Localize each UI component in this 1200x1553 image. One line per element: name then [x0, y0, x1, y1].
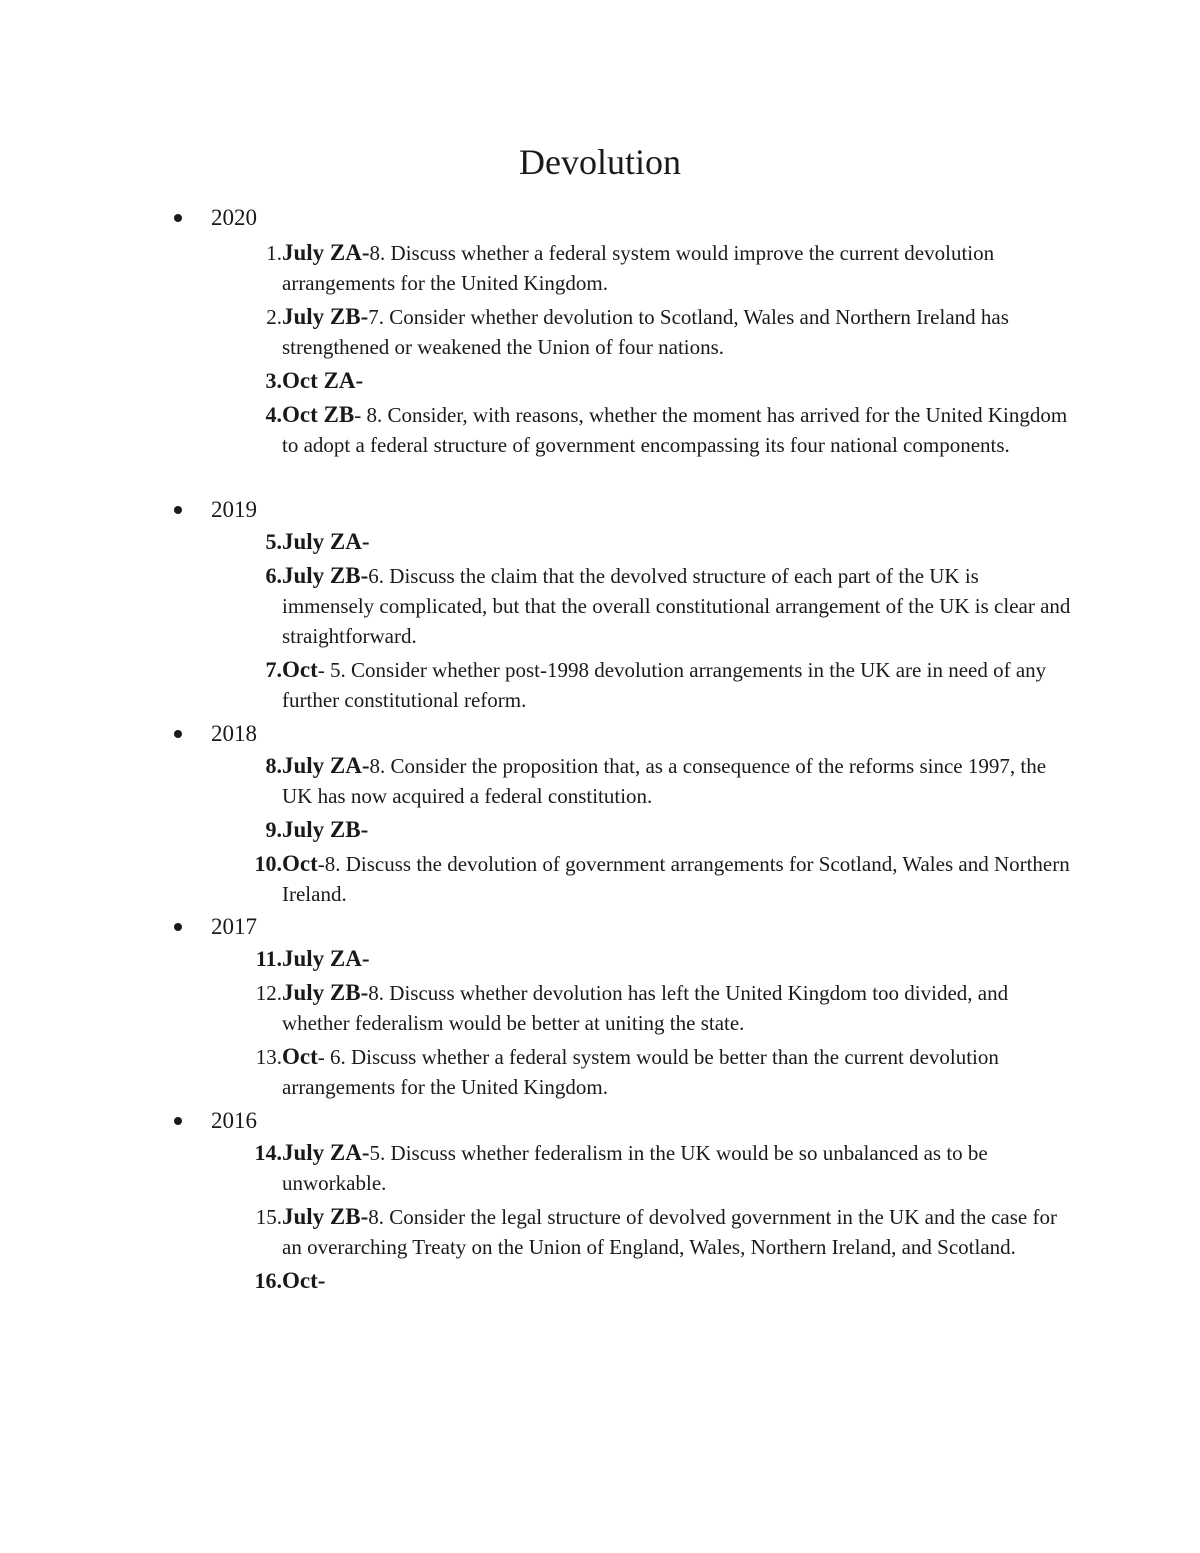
question-number: 16. — [254, 1268, 282, 1293]
question-item — [174, 751, 1074, 811]
question-item — [174, 815, 1074, 845]
question-code: July ZB- — [282, 304, 369, 329]
question-text: -8. Discuss the devolution of government arrangements for Scotland, Wales and Northern Ireland. — [282, 852, 1070, 906]
bullet-icon — [174, 506, 182, 514]
question-text: - 8. Consider, with reasons, whether the moment has arrived for the United Kingdom to adopt a federal structure of government encompassing its four national components. — [282, 403, 1068, 457]
question-number: 7. — [265, 657, 282, 682]
question-item — [174, 1042, 1074, 1102]
question-number: 6. — [265, 563, 282, 588]
question-number: 10. — [254, 851, 282, 876]
question-code: July ZA- — [282, 1140, 370, 1165]
question-code: July ZA- — [282, 946, 370, 971]
question-item — [174, 561, 1074, 651]
question-code: Oct ZB — [282, 402, 355, 427]
question-code: Oct — [282, 1044, 318, 1069]
question-number: 2. — [266, 305, 282, 329]
question-item — [174, 238, 1074, 298]
year-section-2018 — [174, 717, 1074, 909]
question-text: - 5. Consider whether post-1998 devolution arrangements in the UK are in need of any further constitutional reform. — [282, 658, 1047, 712]
question-number: 11. — [255, 946, 282, 971]
question-number: 12. — [255, 981, 282, 1005]
question-text: 8. Discuss whether a federal system would improve the current devolution arrangements for the United Kingdom. — [282, 241, 995, 295]
question-number: 1. — [266, 241, 282, 265]
question-item — [174, 1202, 1074, 1262]
question-item — [174, 978, 1074, 1038]
question-text: 8. Consider the proposition that, as a consequence of the reforms since 1997, the UK has now acquired a federal constitution. — [282, 754, 1047, 808]
year-heading — [174, 910, 1074, 944]
question-number: 4. — [265, 402, 282, 427]
question-item — [174, 1266, 1074, 1296]
question-text: 7. Consider whether devolution to Scotland, Wales and Northern Ireland has strengthened or weakened the Union of four nations. — [282, 305, 1009, 359]
question-code: Oct — [282, 657, 318, 682]
question-code: July ZA- — [282, 240, 370, 265]
year-section-2020 — [174, 201, 1074, 460]
year-label: 2016 — [211, 1108, 257, 1133]
question-text: 5. Discuss whether federalism in the UK would be so unbalanced as to be unworkable. — [282, 1141, 988, 1195]
question-number: 13. — [255, 1045, 282, 1069]
question-number: 9. — [265, 817, 282, 842]
year-label: 2020 — [211, 205, 257, 230]
year-label: 2019 — [211, 497, 257, 522]
question-item — [174, 366, 1074, 396]
question-text: - 6. Discuss whether a federal system would be better than the current devolution arrangements for the United Kingdom. — [282, 1045, 999, 1099]
question-item — [174, 944, 1074, 974]
question-text: 6. Discuss the claim that the devolved structure of each part of the UK is immensely complicated, but that the overall constitutional arrangement of the UK is clear and straightforward. — [282, 564, 1071, 648]
year-heading — [174, 717, 1074, 751]
question-text: 8. Discuss whether devolution has left the United Kingdom too divided, and whether federalism would be better at uniting the state. — [282, 981, 1009, 1035]
question-code: July ZB- — [282, 1204, 369, 1229]
question-number: 3. — [265, 368, 282, 393]
question-number: 8. — [265, 753, 282, 778]
question-code: July ZA- — [282, 753, 370, 778]
question-code: Oct ZA- — [282, 368, 364, 393]
question-code: July ZB- — [282, 817, 369, 842]
year-section-2019 — [174, 493, 1074, 715]
question-item — [174, 527, 1074, 557]
question-number: 5. — [265, 529, 282, 554]
year-heading — [174, 1104, 1074, 1138]
bullet-icon — [174, 214, 182, 222]
question-code: July ZB- — [282, 980, 369, 1005]
question-number: 15. — [255, 1205, 282, 1229]
year-heading — [174, 493, 1074, 527]
bullet-icon — [174, 730, 182, 738]
document-title: Devolution — [519, 142, 681, 182]
question-code: July ZA- — [282, 529, 370, 554]
question-code: Oct- — [282, 1268, 326, 1293]
question-item — [174, 302, 1074, 362]
year-label: 2018 — [211, 721, 257, 746]
bullet-icon — [174, 1117, 182, 1125]
question-text: 8. Consider the legal structure of devolved government in the UK and the case for an overarching Treaty on the Union of England, Wales, Northern Ireland, and Scotland. — [282, 1205, 1057, 1259]
year-heading — [174, 201, 1074, 235]
question-number: 14. — [254, 1140, 282, 1165]
bullet-icon — [174, 923, 182, 931]
year-section-2017 — [174, 910, 1074, 1102]
question-item — [174, 849, 1074, 909]
year-label: 2017 — [211, 914, 257, 939]
question-item — [174, 1138, 1074, 1198]
question-code: Oct — [282, 851, 318, 876]
question-item — [174, 400, 1074, 460]
year-section-2016 — [174, 1104, 1074, 1296]
question-item — [174, 655, 1074, 715]
question-code: July ZB- — [282, 563, 369, 588]
